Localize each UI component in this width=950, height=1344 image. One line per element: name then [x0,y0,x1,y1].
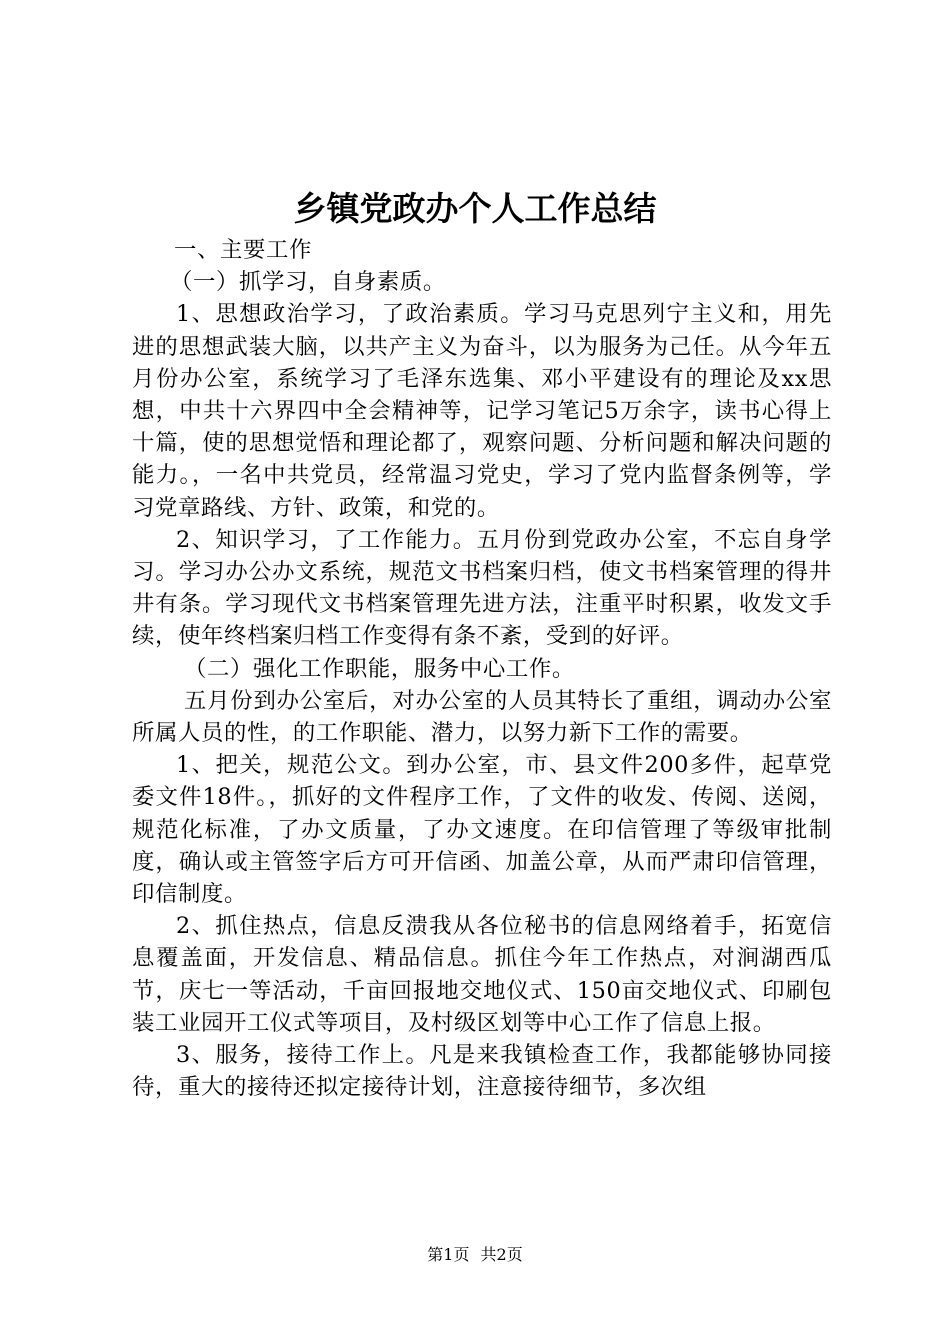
subsection-heading: （二）强化工作职能，服务中心工作。 [184,655,575,682]
document-title: 乡镇党政办个人工作总结 [293,189,657,228]
paragraph: 2、知识学习，了工作能力。五月份到党政办公室，不忘自身学习。学习办公办文系统，规范文书档案归档，使文书档案管理的得井井有条。学习现代文书档案管理先进方法，注重平时积累，收发文手续，使年终档案归档工作变得有条不紊，受到的好评。 [132,526,832,650]
subsection-heading: （一）抓学习，自身素质。 [170,269,446,296]
paragraph: 3、服务，接待工作上。凡是来我镇检查工作，我都能够协同接待，重大的接待还拟定接待计划，注意接待细节，多次组 [132,1042,832,1101]
page-footer [0,1244,950,1266]
page-count: 共2页 [480,1245,523,1264]
paragraph: 2、抓住热点，信息反溃我从各位秘书的信息网络着手，拓宽信息覆盖面，开发信息、精品信息。抓住今年工作热点，对涧湖西瓜节，庆七一等活动，千亩回报地交地仪式、150亩交地仪式、印刷包装工业园开工仪式等项目，及村级区划等中心工作了信息上报。 [132,913,832,1036]
paragraph: 1、思想政治学习，了政治素质。学习马克思列宁主义和，用先进的思想武装大脑，以共产主义为奋斗，以为服务为己任。从今年五月份办公室，系统学习了毛泽东选集、邓小平建设有的理论及xx思想，中共十六界四中全会精神等，记学习笔记5万余字，读书心得上十篇，使的思想觉悟和理论都了，观察问题、分析问题和解决问题的能力。，一名中共党员，经常温习党史，学习了党内监督条例等，学习党章路线、方针、政策，和党的。 [132,301,832,521]
document-body [132,234,832,1103]
paragraph: 1、把关，规范公文。到办公室，市、县文件200多件，起草党委文件18件。，抓好的文件程序工作，了文件的收发、传阅、送阅，规范化标准，了办文质量，了办文速度。在印信管理了等级审批制度，确认或主管签字后方可开信函、加盖公章，从而严肃印信管理，印信制度。 [132,752,832,908]
paragraph: 五月份到办公室后，对办公室的人员其特长了重组，调动办公室所属人员的性，的工作职能、潜力，以努力新下工作的需要。 [132,687,832,747]
section-heading: 一、主要工作 [174,237,312,263]
page-number: 第1页 [427,1245,470,1264]
